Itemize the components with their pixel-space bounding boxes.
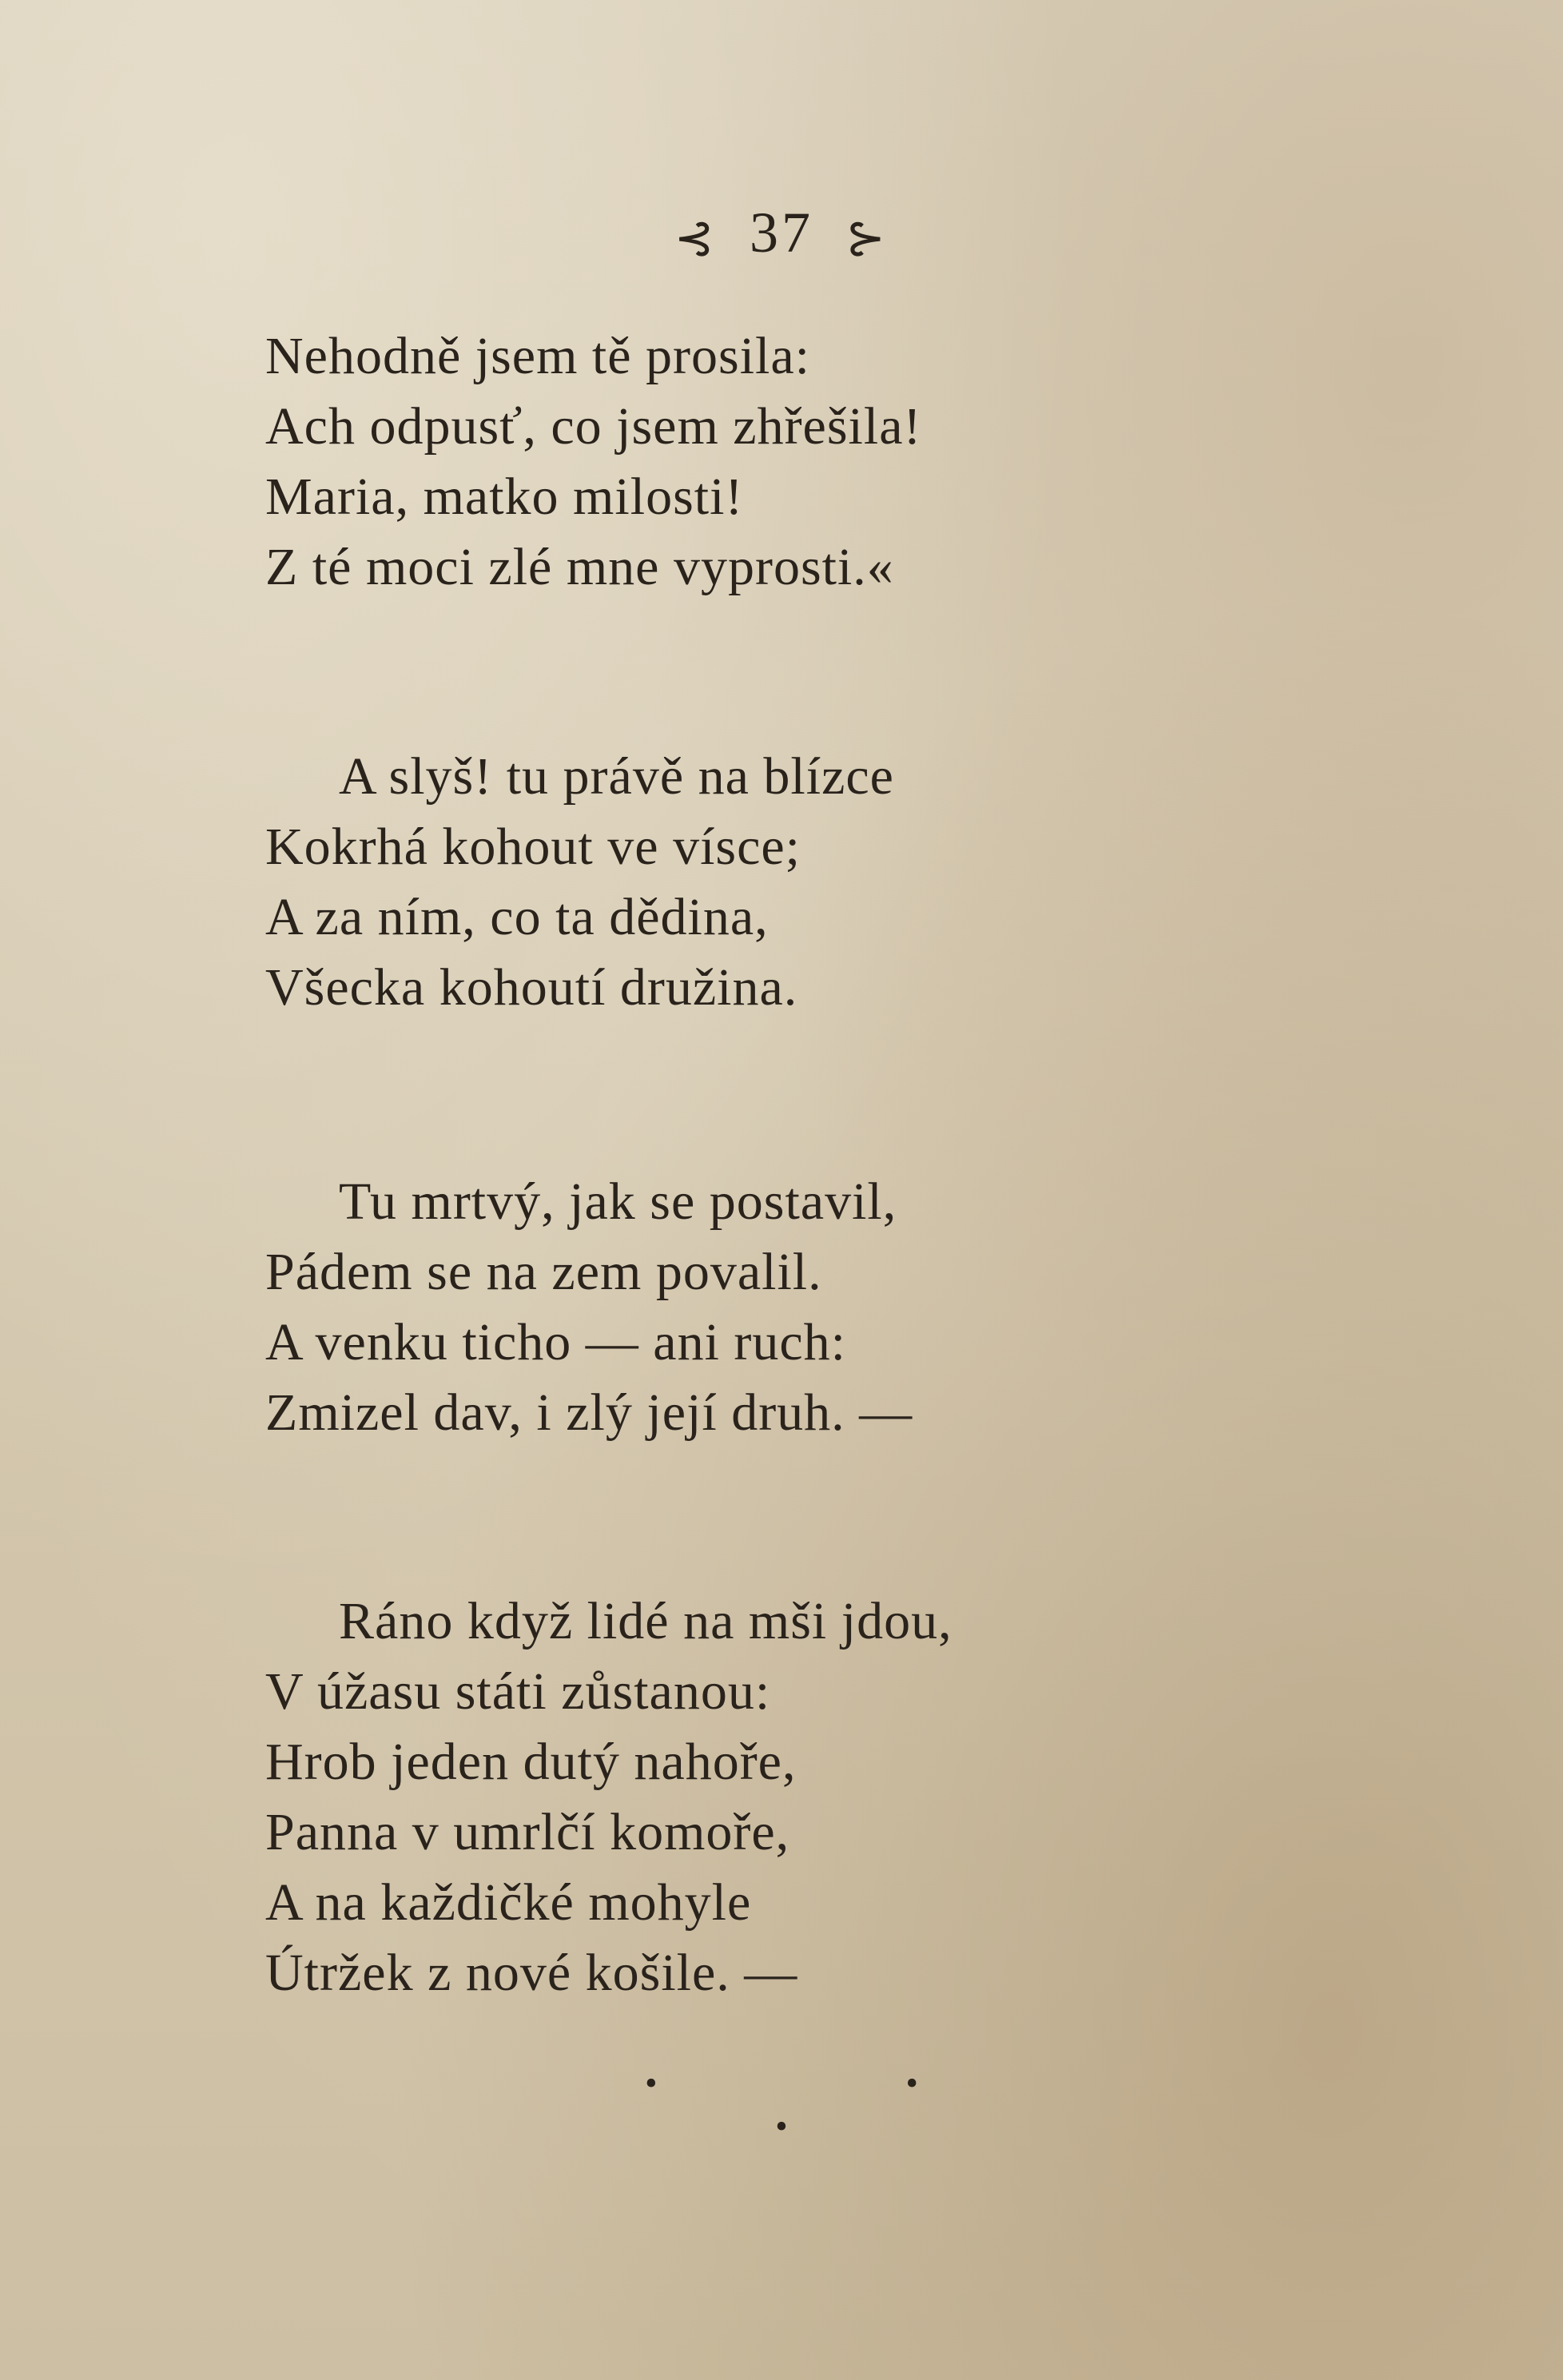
closing-ornament <box>0 2062 1563 2148</box>
stanza <box>265 1586 953 2008</box>
verse-line: Maria, matko milosti! <box>265 468 744 526</box>
verse-line: Všecka kohoutí družina. <box>265 958 798 1017</box>
verse-line: Zmizel dav, i zlý její druh. — <box>265 1383 913 1442</box>
closing-dot: • <box>775 2107 788 2146</box>
ornament-left-icon: ⊰ <box>674 212 718 265</box>
verse-line: Kokrhá kohout ve vísce; <box>265 818 801 876</box>
stanza <box>265 742 894 1023</box>
verse-line: Panna v umrlčí komoře, <box>265 1803 790 1861</box>
page-number: 37 <box>750 201 813 265</box>
verse-line: Tu mrtvý, jak se postavil, <box>339 1172 897 1231</box>
verse-line: Hrob jeden dutý nahoře, <box>265 1733 797 1791</box>
verse-line: Pádem se na zem povalil. <box>265 1243 822 1301</box>
verse-line: Nehodně jsem tě prosila: <box>265 327 811 385</box>
verse-line: A slyš! tu právě na blízce <box>339 747 894 806</box>
verse-line: A venku ticho — ani ruch: <box>265 1313 847 1371</box>
verse-line: A na každičké mohyle <box>265 1873 752 1932</box>
stanza <box>265 1167 913 1448</box>
verse-line: A za ním, co ta dědina, <box>265 888 769 946</box>
stanza <box>265 321 921 603</box>
verse-line: V úžasu státi zůstanou: <box>265 1662 771 1721</box>
page-header <box>0 200 1563 266</box>
verse-line: Z té moci zlé mne vyprosti.« <box>265 538 894 596</box>
closing-dots-row: • • <box>645 2064 1038 2103</box>
verse-line: Ach odpusť, co jsem zhřešila! <box>265 397 922 456</box>
verse-line: Ráno když lidé na mši jdou, <box>339 1592 953 1650</box>
verse-line: Útržek z nové košile. — <box>265 1944 798 2002</box>
ornament-right-icon: ⊱ <box>845 212 889 265</box>
